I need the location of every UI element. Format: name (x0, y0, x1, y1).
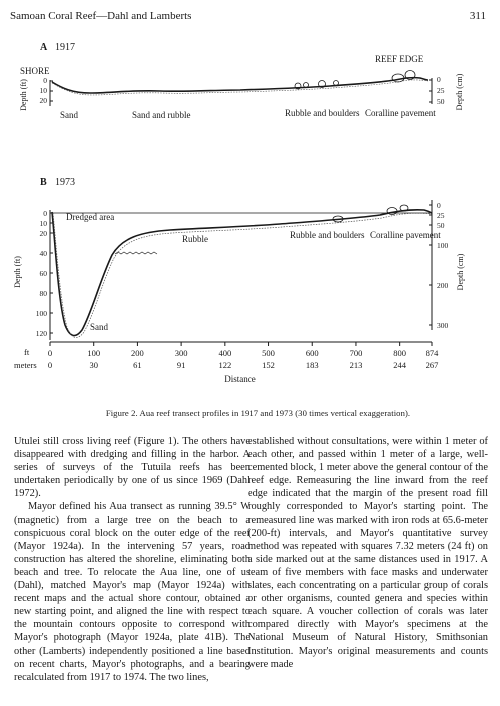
body-column-right (248, 435, 488, 671)
panel-b-left-tick: 60 (39, 269, 47, 278)
distance-ft-tick: 800 (393, 348, 407, 358)
distance-meters-label: meters (14, 360, 37, 370)
panel-b-right-axis-label: Depth (cm) (456, 253, 465, 291)
panel-b-label: B (40, 177, 47, 188)
panel-a-left-tick: 20 (39, 96, 47, 105)
panel-a-right-tick: 50 (437, 97, 445, 106)
distance-ft-tick: 874 (425, 348, 439, 358)
panel-b (13, 177, 465, 384)
distance-ft-tick: 0 (47, 348, 53, 358)
running-title: Samoan Coral Reef—Dahl and Lamberts (10, 10, 192, 22)
panel-b-right-tick: 0 (437, 201, 441, 210)
panel-b-right-tick: 25 (437, 211, 445, 220)
distance-meter-tick: 267 (425, 360, 439, 370)
panel-b-right-tick: 300 (437, 321, 449, 330)
distance-meter-tick: 122 (218, 360, 232, 370)
panel-a-right-tick: 25 (437, 86, 445, 95)
panel-b-year: 1973 (55, 177, 75, 188)
distance-ft-tick: 700 (349, 348, 363, 358)
panel-a (19, 42, 464, 120)
panel-b-left-axis-label: Depth (ft) (13, 256, 22, 288)
panel-b-left-tick: 10 (39, 219, 47, 228)
panel-b-right-tick: 200 (437, 281, 449, 290)
zone-label: Rubble and boulders (290, 230, 365, 240)
panel-b-left-tick: 100 (35, 309, 47, 318)
paragraph: Mayor defined his Aua transect as running 39.5° W (magnetic) from a large tree on the beach to a conspicuous coral block on the outer edge of the reef (Mayor 1924a). In the intervening 57 years, road construction has altered the shoreline, eliminating both beach and tree. To relocate the Aua line, one of us (Dahl), matched Mayor's map (Mayor 1924a) with recent maps and the actual shore contour, obtained a new starting point, and aligned the line with respect to the mountain contours opposite to correspond with Mayor's photograph (Mayor 1924a, plate 41B). The other (Lamberts) independently positioned a line based on recent charts, Mayor's photographs, and a bearing recalculated from 1917 to 1974. The two lines, (14, 501, 250, 683)
panel-a-left-tick: 0 (43, 76, 47, 85)
page-number: 311 (469, 10, 486, 22)
figure-caption: Figure 2. Aua reef transect profiles in 1917 and 1973 (30 times vertical exaggeration). (105, 408, 411, 418)
distance-meter-tick: 152 (262, 360, 275, 370)
reef-edge-label: REEF EDGE (375, 54, 424, 64)
panel-a-left-axis-label: Depth (ft) (19, 79, 28, 111)
distance-ft-label: ft (24, 347, 30, 357)
distance-ft-tick: 400 (218, 348, 232, 358)
panel-b-right-tick: 50 (437, 221, 445, 230)
distance-meter-tick: 244 (393, 360, 407, 370)
distance-meter-tick: 0 (47, 360, 53, 370)
body-column-left (14, 435, 250, 684)
distance-ft-tick: 300 (174, 348, 188, 358)
paragraph: established without consultations, were within 1 meter of each other, and passed within 1 meter of a large, well-cemented block, 1 meter above the general contour of the reef edge. Remeasuring the line inward from the reef edge indicated that the margin of the present road fill roughly corresponded to Mayor's starting point. The remeasured line was marked with iron rods at 65.6-meter (200-ft) intervals, and Mayor's quantitative survey method was repeated with squares 7.32 meters (24 ft) on a side marked out at the same distances used in 1917. A team of five members with face masks and underwater slates, each concentrating on a particular group of corals or other organisms, counted genera and species within each square. A voucher collection of corals was later compared directly with Mayor's specimens at the National Museum of Natural History, Smithsonian Institution. Mayor's original measurements and counts were made (248, 436, 488, 670)
distance-ft-tick: 200 (131, 348, 144, 358)
zone-label: Sand and rubble (132, 110, 191, 120)
panel-b-left-tick: 20 (39, 229, 47, 238)
zone-label: Rubble (182, 234, 208, 244)
panel-a-left-tick: 10 (39, 86, 47, 95)
panel-b-left-tick: 80 (39, 289, 47, 298)
shore-label: SHORE (20, 66, 50, 76)
zone-label: Sand (90, 322, 108, 332)
distance-meter-tick: 183 (305, 360, 319, 370)
zone-label: Coralline pavement (365, 108, 436, 118)
distance-meter-tick: 61 (133, 360, 142, 370)
zone-label: Coralline pavement (370, 230, 441, 240)
panel-a-right-tick: 0 (437, 75, 441, 84)
zone-label: Dredged area (66, 212, 115, 222)
distance-meter-tick: 91 (176, 360, 186, 370)
distance-ft-tick: 600 (305, 348, 319, 358)
paragraph: Utulei still cross living reef (Figure 1). The others have disappeared with dredging and filling in the harbor. A series of surveys of the Tutuila reefs has been undertaken periodically by one of us since 1969 (Dahl 1972). (14, 436, 250, 500)
panel-a-year: 1917 (55, 42, 75, 53)
panel-b-left-tick: 120 (35, 329, 47, 338)
zone-label: Rubble and boulders (285, 108, 360, 118)
panel-b-left-tick: 40 (39, 249, 47, 258)
zone-label: Sand (60, 110, 78, 120)
distance-meter-tick: 213 (349, 360, 363, 370)
distance-ft-tick: 500 (262, 348, 275, 358)
panel-b-right-tick: 100 (437, 241, 449, 250)
panel-a-right-axis-label: Depth (cm) (455, 73, 464, 111)
distance-axis-title: Distance (224, 374, 256, 384)
panel-b-left-tick: 0 (43, 209, 47, 218)
panel-a-label: A (40, 42, 48, 53)
distance-ft-tick: 100 (87, 348, 101, 358)
distance-meter-tick: 30 (89, 360, 98, 370)
